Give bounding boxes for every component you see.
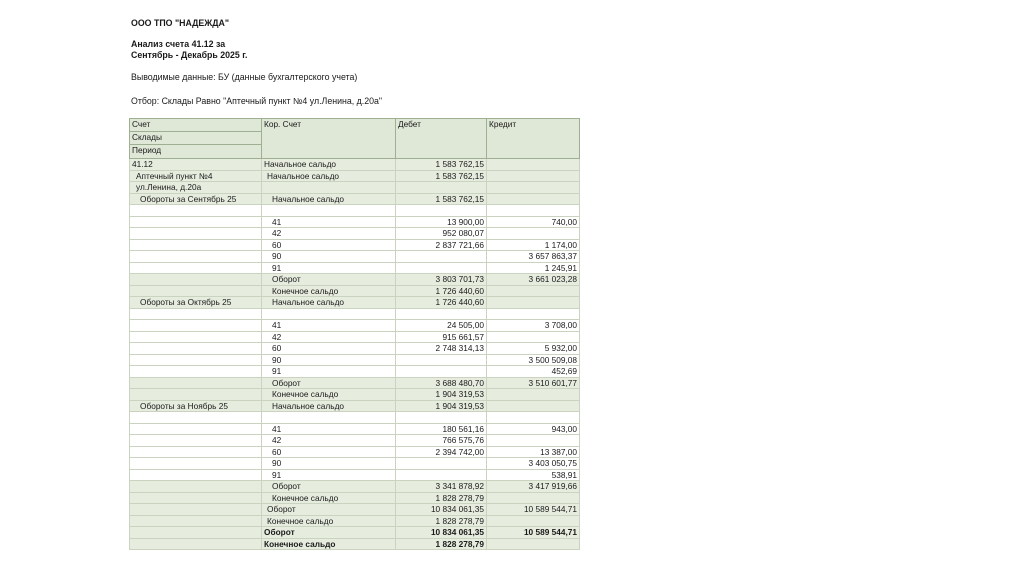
kor-account: Конечное сальдо (262, 515, 396, 527)
row-label (130, 354, 262, 366)
report-period: Сентябрь - Декабрь 2025 г. (131, 50, 248, 60)
debit-value (396, 205, 487, 217)
credit-value (487, 182, 580, 194)
debit-value (396, 469, 487, 481)
credit-value: 3 708,00 (487, 320, 580, 332)
table-row (130, 446, 580, 458)
table-row (130, 308, 580, 320)
table-row (130, 193, 580, 205)
row-label (130, 205, 262, 217)
debit-value: 1 583 762,15 (396, 170, 487, 182)
row-label (130, 377, 262, 389)
credit-value (487, 389, 580, 401)
row-label (130, 538, 262, 550)
credit-value (487, 515, 580, 527)
kor-account: Оборот (262, 481, 396, 493)
row-label (130, 251, 262, 263)
credit-value: 3 500 509,08 (487, 354, 580, 366)
row-label (130, 239, 262, 251)
credit-value: 3 661 023,28 (487, 274, 580, 286)
table-row (130, 205, 580, 217)
table-row (130, 389, 580, 401)
kor-account (262, 412, 396, 424)
debit-value (396, 251, 487, 263)
credit-value (487, 308, 580, 320)
table-row (130, 458, 580, 470)
table-row (130, 216, 580, 228)
row-label: Обороты за Ноябрь 25 (130, 400, 262, 412)
credit-value: 10 589 544,71 (487, 527, 580, 539)
row-label (130, 228, 262, 240)
report-title: Анализ счета 41.12 за (131, 39, 226, 49)
kor-account: 42 (262, 435, 396, 447)
table-row (130, 366, 580, 378)
kor-account: Оборот (262, 274, 396, 286)
table-row (130, 412, 580, 424)
row-label (130, 458, 262, 470)
kor-account: Начальное сальдо (262, 159, 396, 171)
credit-value (487, 205, 580, 217)
kor-account: 42 (262, 228, 396, 240)
kor-account (262, 308, 396, 320)
row-label (130, 446, 262, 458)
filter-line: Отбор: Склады Равно "Аптечный пункт №4 ул.Ленина, д.20а" (131, 96, 382, 106)
col-header-kredit: Кредит (487, 119, 580, 159)
table-row (130, 538, 580, 550)
kor-account: Конечное сальдо (262, 285, 396, 297)
credit-value: 13 387,00 (487, 446, 580, 458)
credit-value: 943,00 (487, 423, 580, 435)
row-label (130, 389, 262, 401)
row-label (130, 504, 262, 516)
table-row (130, 274, 580, 286)
credit-value (487, 285, 580, 297)
debit-value: 1 583 762,15 (396, 159, 487, 171)
table-row (130, 400, 580, 412)
debit-value: 2 394 742,00 (396, 446, 487, 458)
account-analysis-table (129, 118, 580, 550)
row-label: ул.Ленина, д.20а (130, 182, 262, 194)
col-header-debet: Дебет (396, 119, 487, 159)
table-row (130, 469, 580, 481)
debit-value: 1 904 319,53 (396, 400, 487, 412)
row-label: Обороты за Октябрь 25 (130, 297, 262, 309)
debit-value: 3 341 878,92 (396, 481, 487, 493)
kor-account: 90 (262, 251, 396, 263)
debit-value: 2 837 721,66 (396, 239, 487, 251)
kor-account (262, 182, 396, 194)
row-label (130, 274, 262, 286)
credit-value: 10 589 544,71 (487, 504, 580, 516)
credit-value: 1 245,91 (487, 262, 580, 274)
output-data-line: Выводимые данные: БУ (данные бухгалтерского учета) (131, 72, 358, 82)
table-row (130, 377, 580, 389)
row-label (130, 469, 262, 481)
debit-value: 24 505,00 (396, 320, 487, 332)
credit-value: 1 174,00 (487, 239, 580, 251)
row-label (130, 343, 262, 355)
org-name: ООО ТПО "НАДЕЖДА" (131, 18, 230, 28)
table-row (130, 262, 580, 274)
kor-account: 41 (262, 216, 396, 228)
kor-account: 91 (262, 262, 396, 274)
row-label (130, 262, 262, 274)
credit-value (487, 412, 580, 424)
table-row (130, 331, 580, 343)
debit-value: 180 561,16 (396, 423, 487, 435)
row-label (130, 515, 262, 527)
kor-account: Начальное сальдо (262, 297, 396, 309)
row-label: Аптечный пункт №4 (130, 170, 262, 182)
table-row (130, 297, 580, 309)
debit-value: 1 726 440,60 (396, 297, 487, 309)
debit-value: 10 834 061,35 (396, 527, 487, 539)
table-row (130, 481, 580, 493)
kor-account: Оборот (262, 377, 396, 389)
credit-value: 3 657 863,37 (487, 251, 580, 263)
credit-value: 3 417 919,66 (487, 481, 580, 493)
kor-account: Конечное сальдо (262, 389, 396, 401)
table-row (130, 492, 580, 504)
row-label (130, 331, 262, 343)
debit-value (396, 458, 487, 470)
credit-value (487, 228, 580, 240)
credit-value: 538,91 (487, 469, 580, 481)
kor-account: Начальное сальдо (262, 193, 396, 205)
credit-value (487, 492, 580, 504)
row-label (130, 412, 262, 424)
table-row (130, 527, 580, 539)
col-header-sklady: Склады (130, 132, 262, 145)
kor-account: 41 (262, 320, 396, 332)
debit-value: 3 688 480,70 (396, 377, 487, 389)
kor-account: Оборот (262, 527, 396, 539)
kor-account: 90 (262, 458, 396, 470)
kor-account: Начальное сальдо (262, 400, 396, 412)
row-label: Обороты за Сентябрь 25 (130, 193, 262, 205)
kor-account: Конечное сальдо (262, 538, 396, 550)
table-row (130, 343, 580, 355)
credit-value (487, 159, 580, 171)
debit-value: 13 900,00 (396, 216, 487, 228)
row-label (130, 423, 262, 435)
debit-value: 2 748 314,13 (396, 343, 487, 355)
kor-account: 42 (262, 331, 396, 343)
debit-value: 1 904 319,53 (396, 389, 487, 401)
debit-value: 766 575,76 (396, 435, 487, 447)
credit-value: 740,00 (487, 216, 580, 228)
kor-account: Оборот (262, 504, 396, 516)
credit-value (487, 193, 580, 205)
kor-account: 90 (262, 354, 396, 366)
debit-value: 952 080,07 (396, 228, 487, 240)
credit-value: 3 510 601,77 (487, 377, 580, 389)
row-label (130, 366, 262, 378)
table-row (130, 515, 580, 527)
table-row (130, 170, 580, 182)
row-label (130, 492, 262, 504)
credit-value (487, 170, 580, 182)
table-row (130, 182, 580, 194)
debit-value: 10 834 061,35 (396, 504, 487, 516)
kor-account (262, 205, 396, 217)
credit-value (487, 297, 580, 309)
table-row (130, 239, 580, 251)
col-header-kor: Кор. Счет (262, 119, 396, 159)
credit-value: 452,69 (487, 366, 580, 378)
debit-value (396, 412, 487, 424)
row-label (130, 527, 262, 539)
credit-value (487, 538, 580, 550)
kor-account: 91 (262, 366, 396, 378)
row-label (130, 481, 262, 493)
kor-account: 91 (262, 469, 396, 481)
credit-value (487, 400, 580, 412)
debit-value: 1 726 440,60 (396, 285, 487, 297)
table-row (130, 423, 580, 435)
col-header-period: Период (130, 145, 262, 159)
debit-value: 3 803 701,73 (396, 274, 487, 286)
col-header-schet: Счет (130, 119, 262, 132)
debit-value: 1 828 278,79 (396, 515, 487, 527)
debit-value: 1 828 278,79 (396, 492, 487, 504)
table-row (130, 285, 580, 297)
row-label (130, 320, 262, 332)
debit-value: 915 661,57 (396, 331, 487, 343)
credit-value: 5 932,00 (487, 343, 580, 355)
debit-value (396, 182, 487, 194)
debit-value: 1 583 762,15 (396, 193, 487, 205)
kor-account: 60 (262, 446, 396, 458)
debit-value (396, 366, 487, 378)
row-label (130, 216, 262, 228)
debit-value (396, 354, 487, 366)
table-row (130, 251, 580, 263)
kor-account: 60 (262, 239, 396, 251)
kor-account: 60 (262, 343, 396, 355)
row-label (130, 285, 262, 297)
kor-account: Конечное сальдо (262, 492, 396, 504)
kor-account: 41 (262, 423, 396, 435)
table-row (130, 354, 580, 366)
debit-value: 1 828 278,79 (396, 538, 487, 550)
row-label: 41.12 (130, 159, 262, 171)
credit-value (487, 331, 580, 343)
table-row (130, 228, 580, 240)
row-label (130, 435, 262, 447)
debit-value (396, 308, 487, 320)
table-row (130, 435, 580, 447)
credit-value (487, 435, 580, 447)
table-row (130, 159, 580, 171)
credit-value: 3 403 050,75 (487, 458, 580, 470)
table-row (130, 320, 580, 332)
kor-account: Начальное сальдо (262, 170, 396, 182)
table-row (130, 504, 580, 516)
row-label (130, 308, 262, 320)
debit-value (396, 262, 487, 274)
